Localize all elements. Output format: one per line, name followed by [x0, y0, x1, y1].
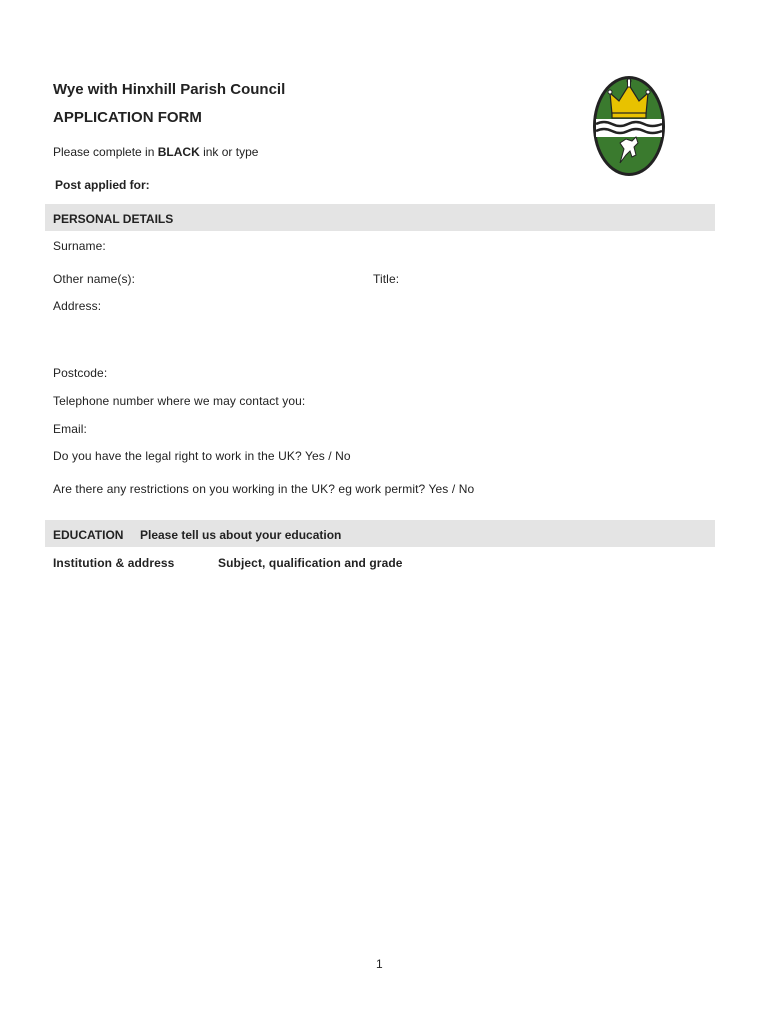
subject-column-header: Subject, qualification and grade — [218, 556, 403, 570]
telephone-label: Telephone number where we may contact you: — [53, 394, 306, 408]
page-number: 1 — [376, 957, 383, 971]
address-label: Address: — [53, 299, 102, 313]
other-names-label: Other name(s): — [53, 272, 136, 286]
surname-label: Surname: — [53, 239, 106, 253]
education-band — [45, 520, 715, 547]
instruction-text — [53, 145, 258, 159]
institution-column-header: Institution & address — [53, 556, 175, 570]
personal-details-band — [45, 204, 715, 231]
education-subheading: Please tell us about your education — [140, 528, 342, 542]
right-to-work-question: Do you have the legal right to work in the UK? Yes / No — [53, 449, 351, 463]
postcode-label: Postcode: — [53, 366, 108, 380]
personal-details-heading: PERSONAL DETAILS — [53, 212, 174, 226]
email-label: Email: — [53, 422, 87, 436]
work-restrictions-question: Are there any restrictions on you working in the UK? eg work permit? Yes / No — [53, 482, 475, 496]
form-title: APPLICATION FORM — [53, 109, 202, 126]
post-applied-label: Post applied for: — [55, 178, 150, 192]
instruction-suffix: ink or type — [199, 145, 259, 159]
council-name: Wye with Hinxhill Parish Council — [53, 81, 286, 98]
education-heading: EDUCATION — [53, 528, 124, 542]
title-label: Title: — [373, 272, 400, 286]
instruction-prefix: Please complete in — [53, 145, 158, 159]
parish-crest-icon — [590, 73, 668, 179]
instruction-bold: BLACK — [157, 145, 200, 159]
